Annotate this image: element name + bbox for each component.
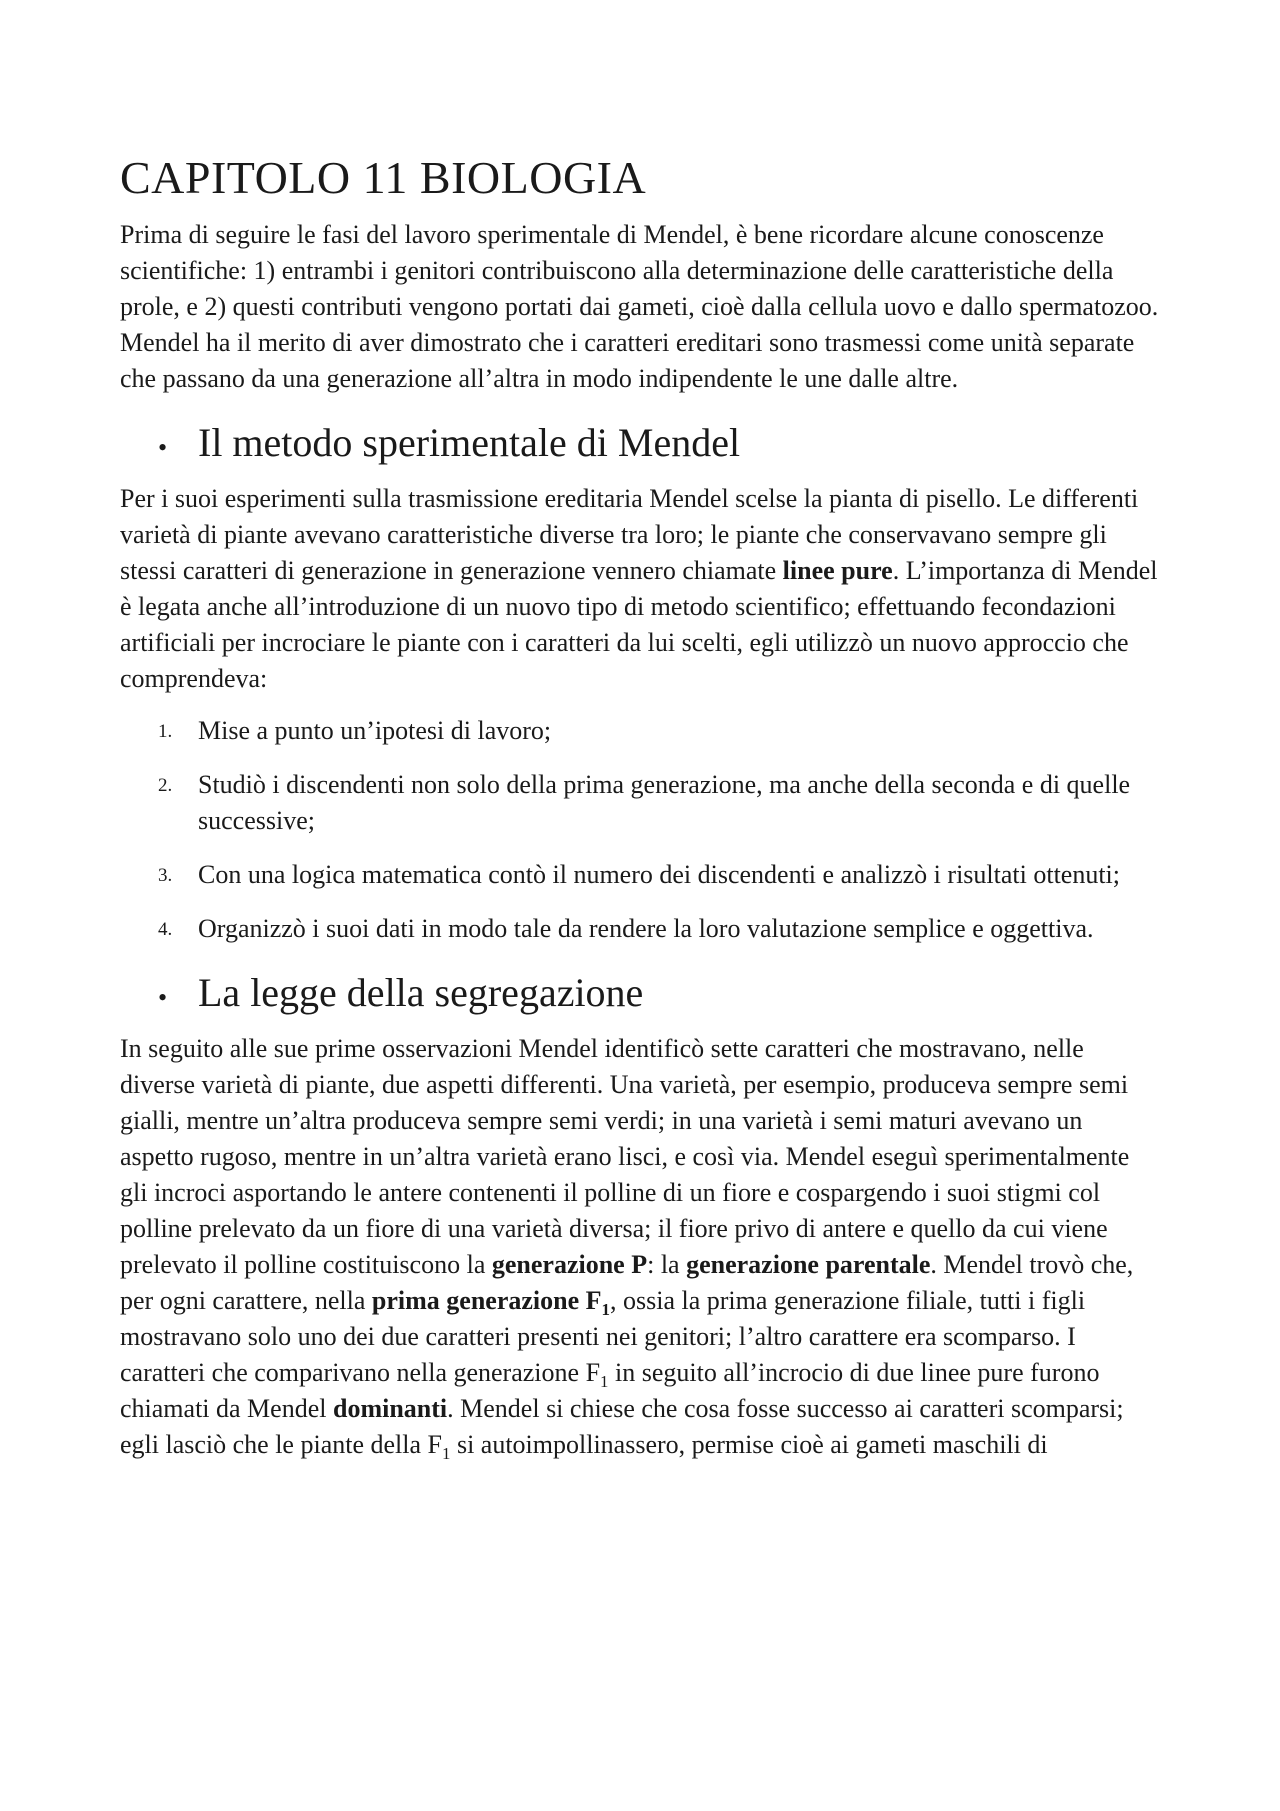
text-run: si autoimpollinassero, permise cioè ai gameti maschili di [450, 1430, 1048, 1460]
section-heading-text: La legge della segregazione [198, 970, 644, 1016]
list-item [120, 857, 1160, 893]
list-item [120, 713, 1160, 749]
list-item-text: Con una logica matematica contò il numero dei discendenti e analizzò i risultati ottenuti; [198, 860, 1120, 890]
metodo-paragraph [120, 481, 1160, 697]
numbered-list [120, 713, 1160, 947]
text-run: Per i suoi esperimenti sulla trasmissione ereditaria Mendel scelse la pianta di pisello. Le differenti varietà di piante avevano caratteristiche diverse tra loro; le piante che conservavano sempre gli stessi caratteri di generazione in generazione vennero chiamate [120, 484, 1139, 586]
text-run: : la [647, 1250, 687, 1280]
intro-paragraph: Prima di seguire le fasi del lavoro sperimentale di Mendel, è bene ricordare alcune conoscenze scientifiche: 1) entrambi i genitori contribuiscono alla determinazione delle caratteristiche della prole, e 2) questi contributi vengono portati dai gameti, cioè dalla cellula uovo e dallo spermatozoo. Mendel ha il merito di aver dimostrato che i caratteri ereditari sono trasmessi come unità separate che passano da una generazione all’altra in modo indipendente le une dalle altre. [120, 220, 1159, 394]
list-number: 3. [158, 865, 173, 887]
text-run: in seguito all’incrocio di due linee pure furono chiamati da Mendel [120, 1358, 1100, 1424]
list-item-text: Organizzò i suoi dati in modo tale da rendere la loro valutazione semplice e oggettiva. [198, 914, 1094, 944]
list-item-text: Studiò i discendenti non solo della prima generazione, ma anche della seconda e di quelle successive; [198, 770, 1131, 836]
bold-term [371, 1286, 610, 1320]
bullet-icon: • [158, 433, 168, 463]
list-number: 1. [158, 721, 173, 743]
subscript: 1 [601, 1300, 610, 1320]
text-run: . Mendel si chiese che cosa fosse successo ai caratteri scomparsi; egli lasciò che le piante della F [120, 1394, 1124, 1460]
subscript: 1 [442, 1444, 451, 1464]
bullet-icon: • [158, 983, 168, 1013]
section-heading-text: Il metodo sperimentale di Mendel [198, 420, 741, 466]
document-page [120, 150, 1160, 1463]
segregazione-paragraph [120, 1031, 1160, 1463]
chapter-title: CAPITOLO 11 BIOLOGIA [120, 152, 647, 203]
list-item-text: Mise a punto un’ipotesi di lavoro; [198, 716, 552, 746]
text-run: . Mendel trovò che, per ogni carattere, nella [120, 1250, 1134, 1316]
list-item [120, 767, 1160, 839]
bold-term-text: prima generazione F [371, 1286, 602, 1316]
bold-term-linee-pure: linee pure [782, 556, 893, 586]
text-run: . L’importanza di Mendel è legata anche all’introduzione di un nuovo tipo di metodo scientifico; effettuando fecondazioni artificiali per incrociare le piante con i caratteri da lui scelti, egli utilizzò un nuovo approccio che comprendeva: [120, 556, 1158, 694]
list-number: 2. [158, 775, 173, 797]
text-run: , ossia la prima generazione filiale, tutti i figli mostravano solo uno dei due caratteri presenti nei genitori; l’altro carattere era scomparso. I caratteri che comparivano nella generazione F [120, 1286, 1086, 1388]
subscript: 1 [600, 1372, 609, 1392]
text-run: In seguito alle sue prime osservazioni Mendel identificò sette caratteri che mostravano, nelle diverse varietà di piante, due aspetti differenti. Una varietà, per esempio, produceva sempre semi gialli, mentre un’altra produceva sempre semi verdi; in una varietà i semi maturi avevano un aspetto rugoso, mentre in un’altra varietà erano lisci, e così via. Mendel eseguì sperimentalmente gli incroci asportando le antere contenenti il polline di un fiore e cospargendo i suoi stigmi col polline prelevato da un fiore di una varietà diversa; il fiore privo di antere e quello da cui viene prelevato il polline costituiscono la [120, 1034, 1130, 1280]
section-heading-segregazione [120, 969, 1160, 1017]
bold-term: generazione parentale [686, 1250, 931, 1280]
list-item [120, 911, 1160, 947]
bold-term: dominanti [332, 1394, 448, 1424]
section-heading-metodo [120, 419, 1160, 467]
list-number: 4. [158, 919, 173, 941]
bold-term: generazione P [491, 1250, 648, 1280]
